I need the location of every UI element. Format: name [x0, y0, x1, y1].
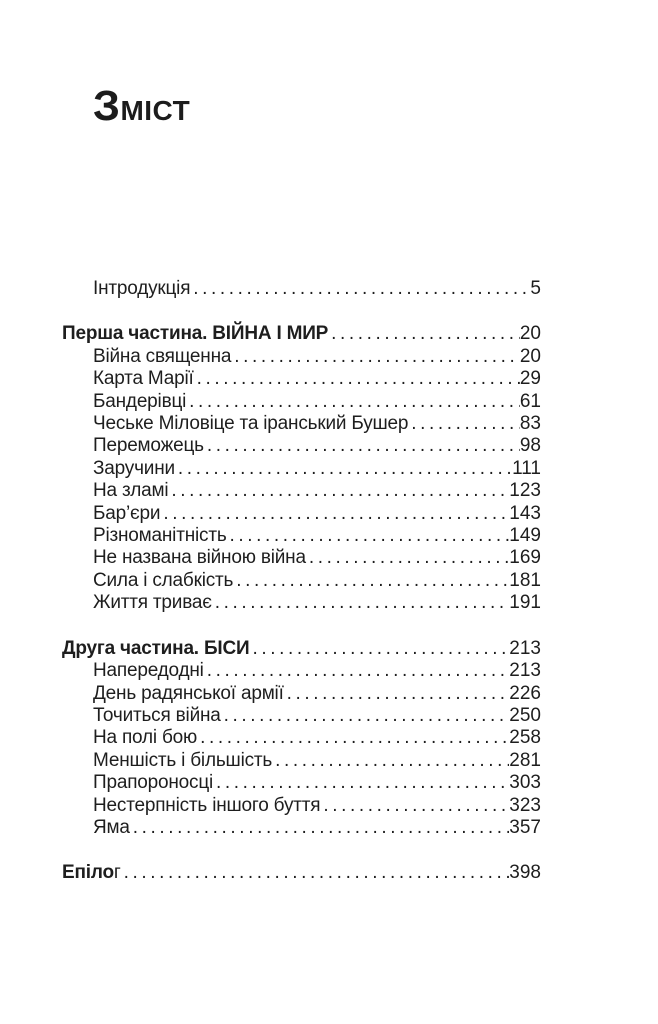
toc-entry-page: 20 — [519, 345, 541, 367]
toc-entry — [62, 503, 541, 525]
toc-entry-intro — [62, 278, 541, 300]
dot-leader — [411, 413, 520, 435]
toc-entry-label: Переможець — [93, 435, 204, 457]
toc-entry-page: 213 — [509, 637, 541, 659]
dot-leader — [323, 795, 509, 817]
toc-entry-page: 250 — [509, 704, 541, 726]
toc-entry-page: 398 — [509, 862, 541, 884]
toc-entry-label: Нестерпність іншого буття — [93, 794, 321, 816]
toc-entry-label: Не названа війною війна — [93, 547, 306, 569]
toc-entry-label: Війна священна — [93, 345, 232, 367]
dot-leader — [215, 592, 510, 614]
toc-entry-page: 323 — [509, 794, 541, 816]
dot-leader — [224, 705, 510, 727]
toc-entry-label: Чеське Міловіце та іранський Бушер — [93, 413, 409, 435]
dot-leader — [234, 346, 520, 368]
dot-leader — [236, 570, 509, 592]
toc-entry — [62, 592, 541, 614]
toc-entry-page: 281 — [509, 749, 541, 771]
dot-leader — [189, 391, 520, 413]
toc-entry — [62, 480, 541, 502]
toc-entry-page: 149 — [509, 525, 541, 547]
toc-entry — [62, 795, 541, 817]
dot-leader — [275, 750, 509, 772]
toc-entry — [62, 683, 541, 705]
toc-entry-label: Різноманітність — [93, 525, 227, 547]
toc-entry-label: Сила і слабкість — [93, 569, 234, 591]
toc-entry-page: 357 — [509, 816, 541, 838]
dot-leader — [193, 278, 530, 300]
toc-entry-label: Бар’єри — [93, 502, 161, 524]
toc-entry-page: 111 — [512, 457, 541, 479]
toc-entry-label: Напередодні — [93, 660, 204, 682]
toc-entry-page: 20 — [519, 323, 541, 345]
toc-entry-page: 83 — [519, 413, 541, 435]
toc-section-label: Друга частина. БІСИ — [62, 637, 250, 659]
toc-entry — [62, 413, 541, 435]
dot-leader — [163, 503, 509, 525]
toc-entry-label: Заручини — [93, 457, 175, 479]
toc-entry-page: 61 — [519, 390, 541, 412]
toc-entry-page: 191 — [509, 592, 541, 614]
toc-entry — [62, 547, 541, 569]
toc-entry-label: Точиться війна — [93, 704, 221, 726]
dot-leader — [216, 772, 509, 794]
toc-entry — [62, 570, 541, 592]
toc-entry-page: 303 — [509, 772, 541, 794]
toc-entry-page: 5 — [530, 278, 541, 299]
toc-entry-page: 143 — [509, 502, 541, 524]
toc-entry-label: Яма — [93, 816, 130, 838]
toc-entry-page: 29 — [519, 368, 541, 390]
dot-leader — [287, 683, 510, 705]
toc-entry — [62, 391, 541, 413]
toc-section-label — [62, 862, 121, 884]
dot-leader — [207, 660, 510, 682]
toc-content — [62, 82, 541, 885]
toc-section-2-header — [62, 638, 541, 660]
toc-entry-label: Прапороносці — [93, 772, 214, 794]
toc-entry-page: 98 — [519, 435, 541, 457]
toc-entry — [62, 727, 541, 749]
toc-entry — [62, 817, 541, 839]
toc-entry-page: 123 — [509, 480, 541, 502]
dot-leader — [124, 862, 510, 884]
toc-entry — [62, 346, 541, 368]
toc-entry — [62, 435, 541, 457]
toc-epilogue — [62, 862, 541, 884]
toc-entry — [62, 772, 541, 794]
toc-entry — [62, 458, 541, 480]
toc-entry-label: Інтродукція — [93, 278, 191, 299]
dot-leader — [230, 525, 510, 547]
dot-leader — [133, 817, 510, 839]
toc-entry-label: На зламі — [93, 480, 169, 502]
toc-entry-label: День радянської армії — [93, 682, 284, 704]
dot-leader — [207, 435, 520, 457]
epilogue-label-tail: г — [113, 862, 121, 884]
toc-entry-page: 181 — [509, 569, 541, 591]
toc-entry-page: 169 — [509, 547, 541, 569]
toc-entry-label: Меншість і більшість — [93, 749, 273, 771]
toc-entry-label: На полі бою — [93, 727, 198, 749]
toc-entry-page: 226 — [509, 682, 541, 704]
dot-leader — [197, 368, 520, 390]
dot-leader — [200, 727, 509, 749]
dot-leader — [252, 638, 509, 660]
toc-section-label: Перша частина. ВІЙНА І МИР — [62, 323, 329, 345]
dot-leader — [171, 480, 509, 502]
toc-entry — [62, 525, 541, 547]
toc-entry — [62, 750, 541, 772]
page-title — [93, 82, 541, 130]
toc-entry — [62, 368, 541, 390]
toc-entry-page: 258 — [509, 727, 541, 749]
toc-entry-label: Життя триває — [93, 592, 212, 614]
toc-entry-label: Бандерівці — [93, 390, 187, 412]
dot-leader — [331, 323, 520, 345]
toc-entry-label: Карта Марії — [93, 368, 194, 390]
toc-entry — [62, 660, 541, 682]
title-initial: З — [93, 82, 121, 130]
toc-entry — [62, 705, 541, 727]
toc-entry-page: 213 — [509, 660, 541, 682]
dot-leader — [309, 547, 509, 569]
title-rest: МІСТ — [120, 95, 191, 126]
dot-leader — [178, 458, 512, 480]
epilogue-label-bold: Епіло — [62, 862, 114, 884]
toc-section-1-header — [62, 323, 541, 345]
